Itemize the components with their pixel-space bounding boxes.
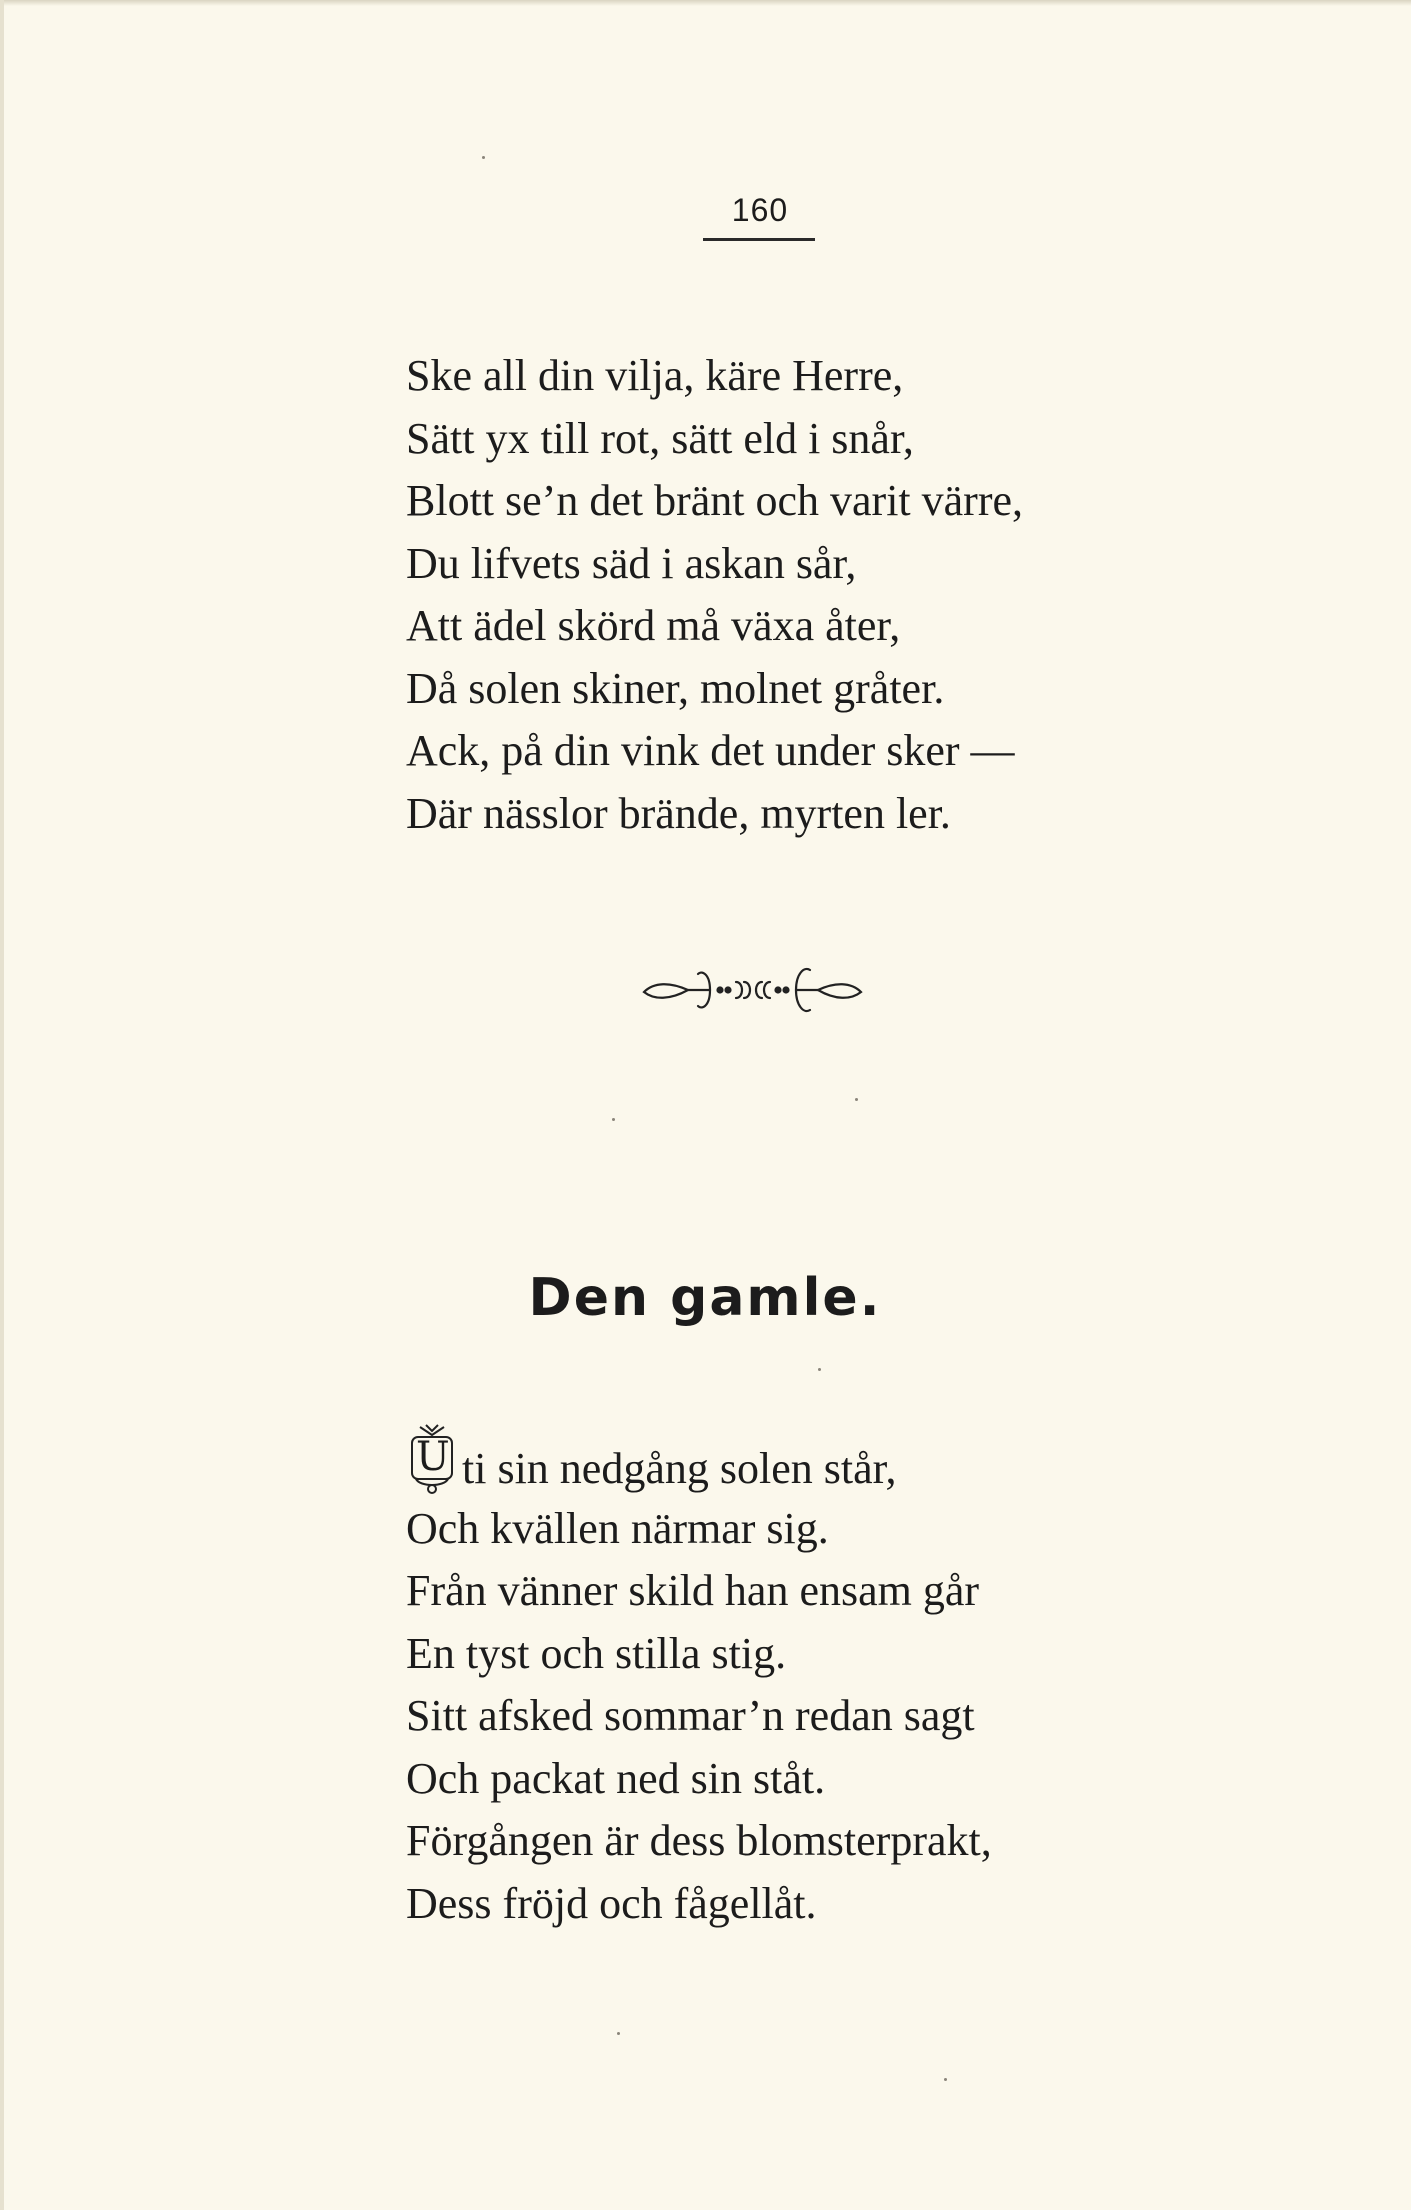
verse-line: Ack, på din vink det under sker — (406, 726, 1015, 775)
verse-line: Att ädel skörd må växa åter, (406, 601, 901, 650)
verse-line: Dess fröjd och fågellåt. (406, 1878, 817, 1928)
verse-line: Då solen skiner, molnet gråter. (406, 663, 945, 713)
verse-line: Och kvällen närmar sig. (406, 1503, 829, 1553)
verse-line: Ske all din vilja, käre Herre, (406, 351, 904, 400)
verse-line: Blott se’n det bränt och varit värre, (406, 476, 1024, 525)
verse-line: Förgången är dess blomsterprakt, (406, 1816, 992, 1865)
stanza-den-gamle (406, 1435, 1306, 1935)
verse-line: Där nässlor brände, myrten ler. (406, 788, 951, 838)
verse-line: En tyst och stilla stig. (406, 1628, 787, 1678)
paper-speck (612, 1118, 615, 1121)
stanza-previous-poem (406, 345, 1306, 845)
verse-line: ti sin nedgång solen står, (462, 1444, 897, 1493)
paper-speck (818, 1368, 821, 1371)
dropcap-initial-icon (406, 1435, 458, 1497)
verse-line: Och packat ned sin ståt. (406, 1753, 826, 1803)
page-top-edge (0, 0, 1411, 6)
paper-speck (482, 156, 485, 159)
dropcap-letter: U (416, 1434, 450, 1480)
paper-speck (617, 2032, 620, 2035)
page-number-underline (703, 238, 815, 241)
page-left-edge (0, 0, 4, 2210)
verse-line: Från vänner skild han ensam går (406, 1566, 980, 1615)
paper-speck (944, 2078, 947, 2081)
verse-line: Du lifvets säd i askan sår, (406, 538, 857, 588)
page-number: 160 (731, 192, 789, 228)
verse-line: Sitt afsked sommar’n redan sagt (406, 1691, 975, 1740)
verse-line: Sätt yx till rot, sätt eld i snår, (406, 413, 914, 463)
flourish-ornament-icon (640, 960, 865, 1020)
poem-title: Den gamle. (528, 1268, 882, 1328)
verse-line-first (406, 1435, 1306, 1498)
paper-speck (855, 1098, 858, 1101)
